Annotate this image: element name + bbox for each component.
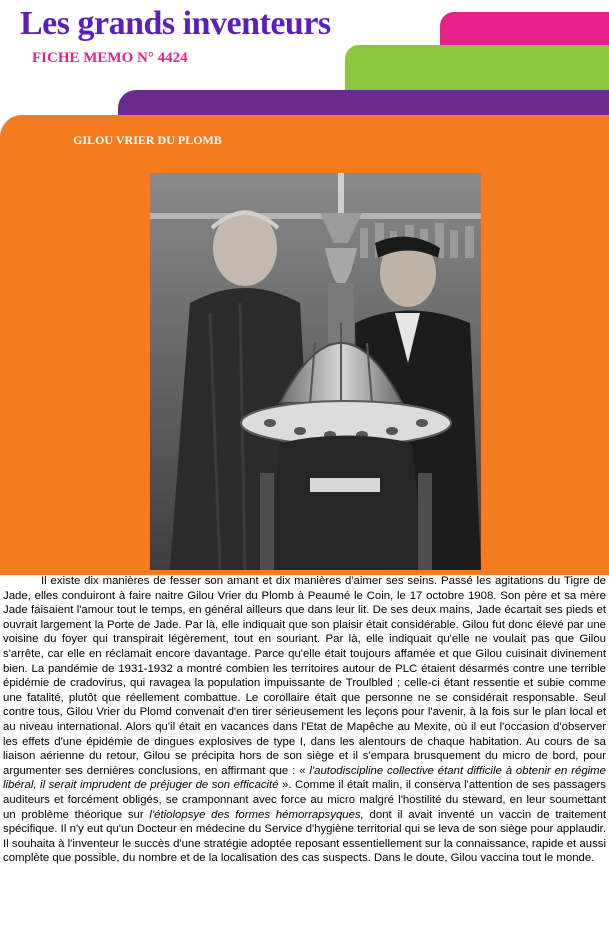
page-subtitle: FICHE MEMO N° 4424: [32, 50, 188, 66]
article-photo: [150, 173, 481, 570]
body-quote: l'autodiscipline collective étant difficile à obtenir en régime libéral, il serait imprudent de préjuger de son efficacité: [3, 764, 607, 792]
article-paragraph: [3, 574, 606, 866]
page-title: Les grands inventeurs: [20, 5, 331, 42]
body-text: dont il avait inventé un vaccin de traitement spécifique. Il n'y eut qu'un Docteur en médecine du Service d'hygiène territorial qui se leva de son siège pour applaudir. Il souhaita à l'inventeur le succès d'une stratégie adoptée reposant essentiellement sur la connaissance, rapide et aussi complète que possible, du nombre et de la localisation des cas suspects. Dans le doute, Gilou vaccina tout le monde.: [3, 808, 606, 865]
body-quote: l'étiolopsye des formes hémorrapsyques,: [149, 808, 364, 821]
article-heading: GILOU VRIER DU PLOMB: [73, 133, 222, 147]
photo-illustration: [150, 173, 481, 570]
body-text: ». Comme il était malin, il conserva l'attention de ses passagers auditeurs et forcément obligés, se cramponnant avec force au micro malgré l'hostilité du steward, en leur soumettant un problème théorique sur: [3, 779, 606, 821]
body-text: Il existe dix manières de fesser son amant et dix manières d'aimer ses seins. Passé les agitations du Tigre de Jade, elles conduiront à faire naitre Gilou Vrier du Plomb à Peaumé le Coin, le 17 octobre 1908. Son père et sa mère Jade faisaient l'amour tout le temps, en général ailleurs que dans leur lit. De ses deux mains, Jade écartait ses pieds et ouvrait largement la Porte de Jade. Par là, elle indiquait que son plaisir était considérable. Gilou fut donc élevé par une voisine du foyer qui transpirait légèrement, tout en souriant. Par là, elle indiquait qu'elle ne voulait pas que Gilou s'arrête, car elle en réclamait encore davantage. Parce qu'elle était toujours affamée et que Gilou cuisinait divinement bien. La pandémie de 1931-1932 a montré combien les territoires autour de PLC étaient désarmés contre une terrible épidémie de cradovirus, qui ravagea la population impuissante de Troulbled ; celle-ci étant ressentie et subie comme une fatalité, plutôt que réellement combattue. Le corollaire était que personne ne se considérait responsable. Seul contre tous, Gilou Vrier du Plomd convenait d'en tirer sérieusement les leçons pour l'avenir, à la fois sur le plan local et au niveau international. Alors qu'il était en vacances dans l'Etat de Mapêche au Mexite, où il eut l'occasion d'observer les effets d'une épidémie de dingues explosives de type I, dans les alentours de chaque habitation. Au cours de sa liaison aérienne du retour, Gilou se précipita hors de son siège et il s'empara brusquement du micro de bord, pour argumenter ses dernières conclusions, en affirmant que : «: [3, 575, 606, 777]
article-body: [3, 574, 606, 866]
